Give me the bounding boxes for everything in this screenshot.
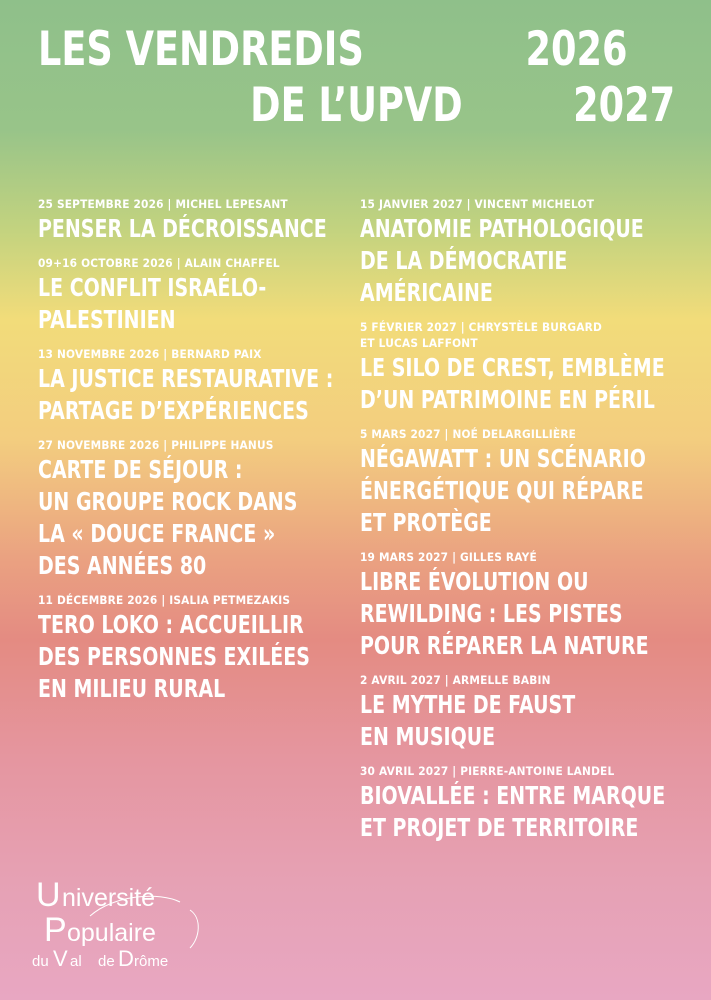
logo-initial-p: P xyxy=(44,911,67,949)
event-date-speaker: 09+16 OCTOBRE 2026 | ALAIN CHAFFEL xyxy=(38,256,280,270)
event-title: PENSER LA DÉCROISSANCE xyxy=(38,214,327,243)
event-date-speaker: 2 AVRIL 2027 | ARMELLE BABIN xyxy=(360,673,551,687)
event-title: ÉNERGÉTIQUE QUI RÉPARE xyxy=(360,476,644,505)
event-title: PARTAGE D’EXPÉRIENCES xyxy=(38,396,309,425)
event-title: TERO LOKO : ACCUEILLIR xyxy=(38,610,304,639)
logo-initial-v: V xyxy=(53,946,68,971)
event-title: ET PROTÈGE xyxy=(360,508,492,537)
event-title: CARTE DE SÉJOUR : xyxy=(38,455,243,484)
event-title: DE LA DÉMOCRATIE xyxy=(360,246,568,275)
events-column-right xyxy=(360,196,690,854)
event-title: LIBRE ÉVOLUTION OU xyxy=(360,567,589,596)
event-title: POUR RÉPARER LA NATURE xyxy=(360,631,649,660)
event-title: AMÉRICAINE xyxy=(360,278,493,307)
title-year-2: 2027 xyxy=(573,78,676,133)
event-item xyxy=(360,426,690,538)
logo-word-populaire: opulaire xyxy=(67,919,156,947)
logo-word-du: du xyxy=(32,953,49,970)
logo-word-al: al xyxy=(70,953,82,970)
event-title: ET PROJET DE TERRITOIRE xyxy=(360,813,639,842)
event-item xyxy=(360,763,690,843)
event-title: ANATOMIE PATHOLOGIQUE xyxy=(360,214,644,243)
logo-word-de: de xyxy=(98,953,115,970)
poster-title xyxy=(38,22,676,142)
event-date-speaker: 5 FÉVRIER 2027 | CHRYSTÈLE BURGARD xyxy=(360,320,602,334)
event-item xyxy=(360,319,690,415)
event-title: NÉGAWATT : UN SCÉNARIO xyxy=(360,444,646,473)
event-item xyxy=(360,549,690,661)
title-line-2: DE L’UPVD xyxy=(250,78,463,133)
logo-word-universite: niversité xyxy=(62,884,156,912)
event-item xyxy=(360,672,690,752)
event-title: D’UN PATRIMOINE EN PÉRIL xyxy=(360,385,655,414)
title-line-1: LES VENDREDIS xyxy=(38,22,364,77)
logo-initial-d: D xyxy=(118,946,134,971)
event-date-speaker: 19 MARS 2027 | GILLES RAYÉ xyxy=(360,550,537,564)
logo-word-drome: rôme xyxy=(134,953,169,970)
event-item xyxy=(38,437,338,581)
event-date-speaker: 15 JANVIER 2027 | VINCENT MICHELOT xyxy=(360,197,595,211)
event-title: LE CONFLIT ISRAÉLO- xyxy=(38,273,267,302)
title-year-1: 2026 xyxy=(525,22,628,77)
event-item xyxy=(38,346,338,426)
event-title: PALESTINIEN xyxy=(38,305,176,334)
event-title: UN GROUPE ROCK DANS xyxy=(38,487,298,516)
event-title: EN MUSIQUE xyxy=(360,722,496,751)
event-item xyxy=(38,255,338,335)
event-title: BIOVALLÉE : ENTRE MARQUE xyxy=(360,781,666,810)
event-date-speaker: ET LUCAS LAFFONT xyxy=(360,336,478,350)
event-title: LA « DOUCE FRANCE » xyxy=(38,519,276,548)
event-date-speaker: 27 NOVEMBRE 2026 | PHILIPPE HANUS xyxy=(38,438,274,452)
logo-initial-u: U xyxy=(36,876,61,914)
event-date-speaker: 25 SEPTEMBRE 2026 | MICHEL LEPESANT xyxy=(38,197,288,211)
event-title: LE SILO DE CREST, EMBLÈME xyxy=(360,353,665,382)
event-item xyxy=(38,196,338,244)
event-item xyxy=(360,196,690,308)
event-item xyxy=(38,592,338,704)
event-title: LA JUSTICE RESTAURATIVE : xyxy=(38,364,334,393)
event-title: LE MYTHE DE FAUST xyxy=(360,690,576,719)
event-title: EN MILIEU RURAL xyxy=(38,674,226,703)
events-column-left xyxy=(38,196,338,715)
event-date-speaker: 5 MARS 2027 | NOÉ DELARGILLIÈRE xyxy=(360,427,577,441)
event-title: REWILDING : LES PISTES xyxy=(360,599,623,628)
event-date-speaker: 30 AVRIL 2027 | PIERRE-ANTOINE LANDEL xyxy=(360,764,615,778)
event-date-speaker: 13 NOVEMBRE 2026 | BERNARD PAIX xyxy=(38,347,262,361)
event-title: DES ANNÉES 80 xyxy=(38,551,207,580)
event-title: DES PERSONNES EXILÉES xyxy=(38,642,310,671)
upvd-logo xyxy=(30,866,220,976)
logo-arc-right xyxy=(190,910,198,948)
event-date-speaker: 11 DÉCEMBRE 2026 | ISALIA PETMEZAKIS xyxy=(38,593,291,607)
